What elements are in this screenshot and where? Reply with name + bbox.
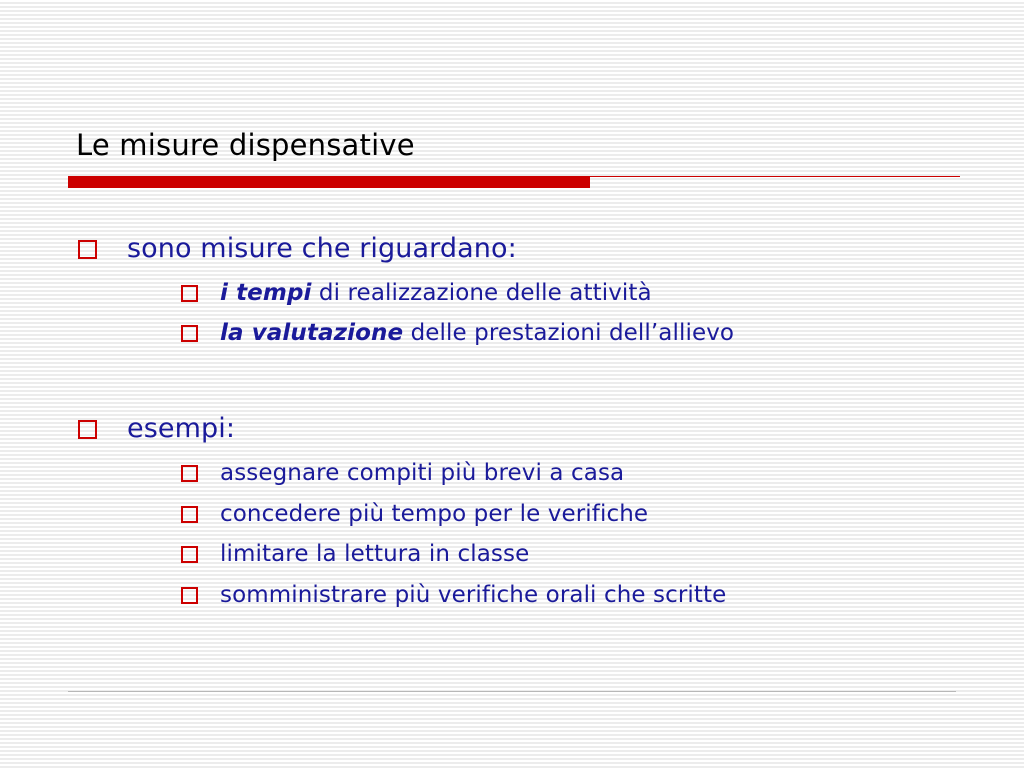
sub-bullet-example [181,539,529,569]
rest-text: delle prestazioni dell’allievo [403,320,735,346]
bullet-sono-misure [78,231,517,267]
hollow-square-bullet-icon [181,587,198,604]
hollow-square-bullet-icon [181,465,198,482]
title-underline-thick [68,176,590,188]
sub-bullet-example [181,458,624,488]
emphasis-text: la valutazione [220,320,404,346]
sub-bullet-text: assegnare compiti più brevi a casa [220,460,625,486]
hollow-square-bullet-icon [181,506,198,523]
footer-divider [68,691,956,692]
hollow-square-bullet-icon [181,325,198,342]
emphasis-text: i tempi [220,280,312,306]
hollow-square-bullet-icon [181,546,198,563]
bullet-text: sono misure che riguardano: [127,233,517,264]
bullet-esempi [78,411,235,447]
rest-text: di realizzazione delle attività [311,280,652,306]
sub-bullet-example [181,580,726,610]
sub-bullet-text: concedere più tempo per le verifiche [220,501,649,527]
bullet-text: esempi: [127,413,236,444]
hollow-square-bullet-icon [78,240,97,259]
sub-bullet-valutazione [181,318,734,348]
sub-bullet-text: somministrare più verifiche orali che scritte [220,582,727,608]
hollow-square-bullet-icon [78,420,97,439]
sub-bullet-tempi [181,278,652,308]
sub-bullet-text: limitare la lettura in classe [220,541,530,567]
sub-bullet-text [220,318,734,348]
sub-bullet-text [220,278,652,308]
title-underline-thin [590,176,960,177]
sub-bullet-example [181,499,648,529]
slide-title: Le misure dispensative [76,128,415,162]
hollow-square-bullet-icon [181,285,198,302]
